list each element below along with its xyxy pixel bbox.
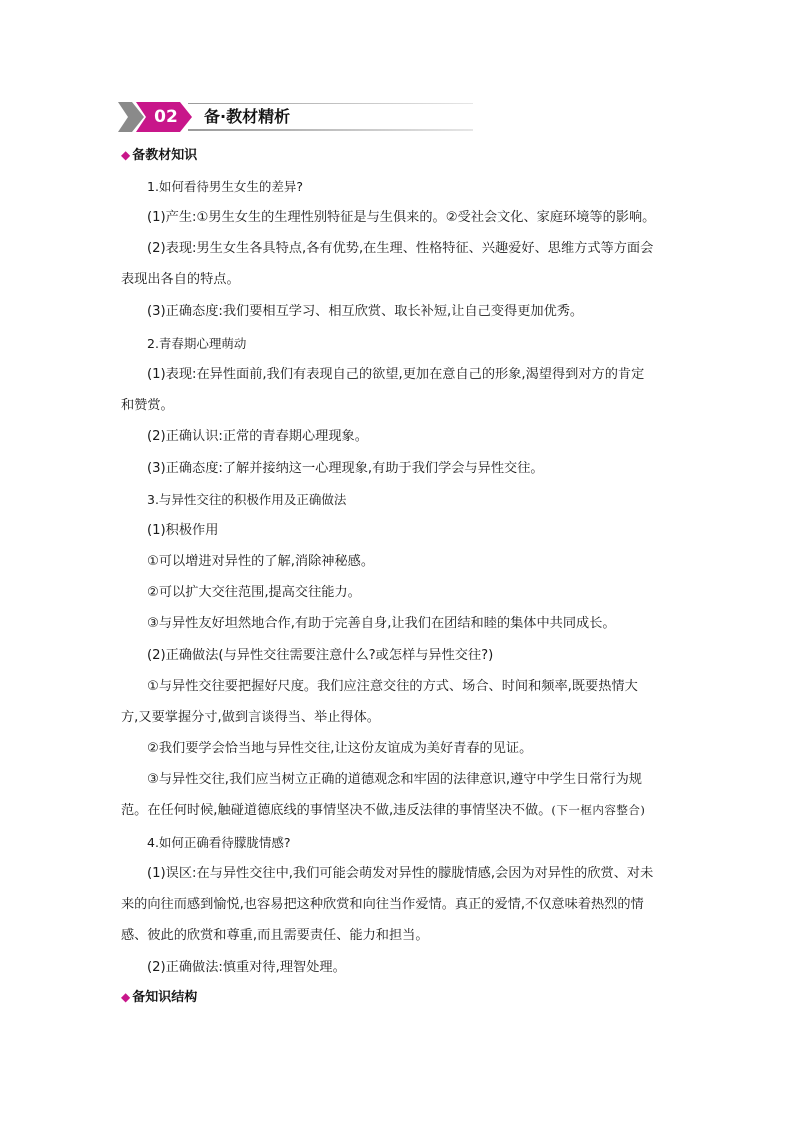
text-line: (3)正确态度:了解并接纳这一心理现象,有助于我们学会与异性交往。	[147, 461, 544, 476]
text-line: 来的向往而感到愉悦,也容易把这种欣赏和向往当作爱情。真正的爱情,不仅意味着热烈的情	[121, 897, 644, 912]
text-line: ②可以扩大交往范围,提高交往能力。	[147, 585, 361, 600]
text-line: (3)正确态度:我们要相互学习、相互欣赏、取长补短,让自己变得更加优秀。	[147, 304, 584, 319]
diamond-icon: ◆	[121, 990, 131, 1004]
text-line: 感、彼此的欣赏和尊重,而且需要责任、能力和担当。	[121, 928, 429, 943]
text-line: 方,又要掌握分寸,做到言谈得当、举止得体。	[121, 710, 380, 725]
question-1-heading: 1.如何看待男生女生的差异?	[147, 179, 304, 194]
text-line: ③与异性交往,我们应当树立正确的道德观念和牢固的法律意识,遵守中学生日常行为规	[147, 772, 642, 787]
structure-heading: ◆ 备知识结构	[121, 990, 198, 1005]
text-line: (2)正确做法:慎重对待,理智处理。	[147, 960, 346, 975]
text-line: (1)误区:在与异性交往中,我们可能会萌发对异性的朦胧情感,会因为对异性的欣赏、对未	[147, 866, 654, 881]
section-banner	[118, 100, 478, 134]
text-line: ①与异性交往要把握好尺度。我们应注意交往的方式、场合、时间和频率,既要热情大	[147, 679, 638, 694]
text-line: (1)产生:①男生女生的生理性别特征是与生俱来的。②受社会文化、家庭环境等的影响。	[147, 210, 656, 225]
text-line: (2)正确认识:正常的青春期心理现象。	[147, 429, 368, 444]
knowledge-heading: ◆ 备教材知识	[121, 148, 198, 163]
text-line: ②我们要学会恰当地与异性交往,让这份友谊成为美好青春的见证。	[147, 741, 533, 756]
text-line: 表现出各自的特点。	[121, 272, 240, 287]
section-number: 02	[154, 107, 178, 127]
question-3-heading: 3.与异性交往的积极作用及正确做法	[147, 492, 347, 507]
text-line: 和赞赏。	[121, 398, 174, 413]
text-line: ③与异性友好坦然地合作,有助于完善自身,让我们在团结和睦的集体中共同成长。	[147, 616, 616, 631]
question-4-heading: 4.如何正确看待朦胧情感?	[147, 835, 291, 850]
text-line: 范。在任何时候,触碰道德底线的事情坚决不做,违反法律的事情坚决不做。(下一框内容整合)	[121, 803, 646, 818]
integration-note: (下一框内容整合)	[551, 803, 646, 817]
text-line: (1)积极作用	[147, 523, 219, 538]
text-line: (2)正确做法(与异性交往需要注意什么?或怎样与异性交往?)	[147, 648, 494, 663]
text-line: (1)表现:在异性面前,我们有表现自己的欲望,更加在意自己的形象,渴望得到对方的肯定	[147, 367, 645, 382]
text-line: ①可以增进对异性的了解,消除神秘感。	[147, 554, 375, 569]
text-line: (2)表现:男生女生各具特点,各有优势,在生理、性格特征、兴趣爱好、思维方式等方面会	[147, 241, 654, 256]
section-title: 备·教材精析	[204, 107, 291, 126]
question-2-heading: 2.青春期心理萌动	[147, 336, 247, 351]
diamond-icon: ◆	[121, 148, 131, 162]
